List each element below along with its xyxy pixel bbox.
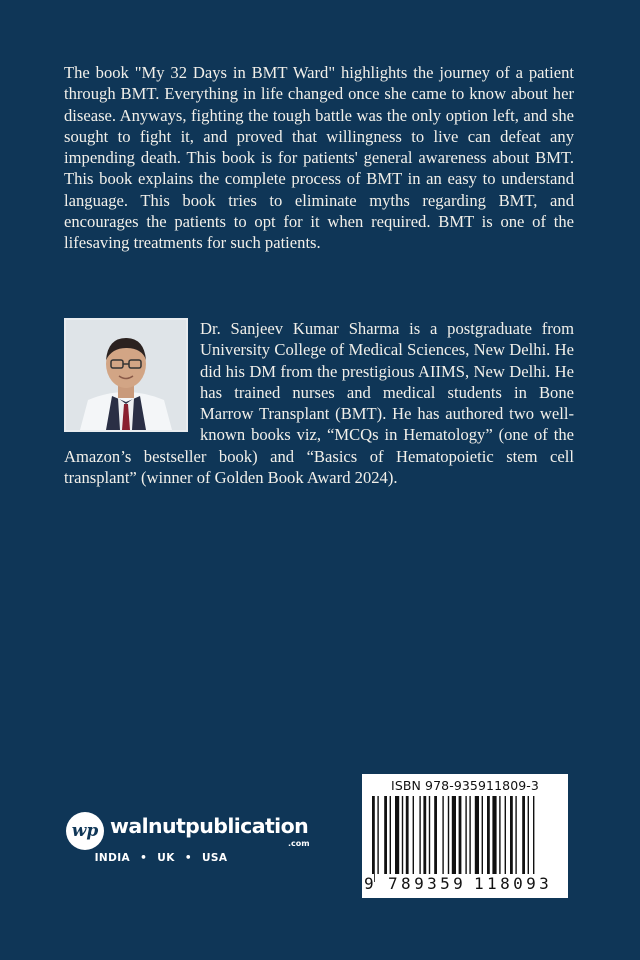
barcode-bar: [522, 796, 525, 874]
region-separator: •: [184, 852, 192, 864]
barcode-bar: [390, 796, 391, 874]
barcode-bar: [406, 796, 409, 874]
barcode-bar: [499, 796, 500, 874]
barcode-bar: [510, 796, 513, 874]
barcode-group-left: 789359: [388, 874, 467, 893]
region-uk: UK: [157, 852, 175, 864]
barcode-bar: [465, 796, 466, 874]
barcode-bar: [429, 796, 430, 874]
isbn-label: ISBN 978-935911809-3: [391, 778, 539, 793]
barcode-bar: [448, 796, 449, 874]
barcode-bar: [492, 796, 496, 874]
author-bio: Dr. Sanjeev Kumar Sharma is a postgraduate from University College of Medical Sciences, New Delhi. He did his DM from the prestigious AIIMS, New Delhi. He has trained nurses and medical students in Bone Marrow Transplant (BMT). He has authored two well-known books viz, “MCQs in Hematology” (one of the Amazon’s bestseller book) and “Basics of Hematopoietic stem cell transplant” (winner of Golden Book Award 2024).: [64, 319, 574, 488]
publisher-domain-suffix: .com: [288, 839, 310, 848]
barcode-bar: [459, 796, 462, 874]
barcode-bar: [487, 796, 490, 874]
barcode-bar: [528, 796, 529, 874]
barcode-bar: [419, 796, 420, 874]
barcode-bars: [372, 796, 558, 882]
barcode-bar: [515, 796, 516, 874]
barcode-bar: [372, 796, 375, 882]
book-description: The book "My 32 Days in BMT Ward" highlights the journey of a patient through BMT. Everything in life changed once she came to know about her disease. Anyways, fighting the tough battle was the only option left, and she sought to fight it, and proved that willingness to live can defeat any impending death. This book is for patients' general awareness about BMT. This book explains the complete process of BMT in an easy to understand language. This book tries to eliminate myths regarding BMT, and encourages the patients to opt for it when required. BMT is one of the lifesaving treatments for such patients.: [64, 63, 574, 253]
author-section: [64, 318, 574, 488]
barcode-bar: [469, 796, 470, 874]
barcode-bar: [442, 796, 443, 874]
publisher-logo-mark: wp: [66, 812, 104, 850]
publisher-regions: [66, 852, 256, 864]
isbn-barcode: [362, 774, 568, 898]
barcode-bar: [423, 796, 426, 874]
publisher-name: walnutpublication: [110, 814, 309, 838]
barcode-bar: [402, 796, 403, 874]
barcode-bar: [377, 796, 378, 874]
publisher-logo: [66, 812, 326, 876]
barcode-lead-digit: 9: [364, 874, 374, 893]
barcode-bar: [452, 796, 456, 882]
barcode-bar: [505, 796, 506, 874]
region-usa: USA: [202, 852, 228, 864]
barcode-bar: [434, 796, 437, 874]
barcode-bar: [413, 796, 414, 874]
author-photo: [64, 318, 188, 432]
barcode-bar: [482, 796, 483, 874]
barcode-group-right: 118093: [474, 874, 553, 893]
barcode-bar: [384, 796, 387, 874]
region-separator: •: [140, 852, 148, 864]
barcode-bar: [475, 796, 479, 874]
region-india: INDIA: [94, 852, 131, 864]
barcode-bar: [395, 796, 399, 874]
barcode-bar: [533, 796, 534, 882]
